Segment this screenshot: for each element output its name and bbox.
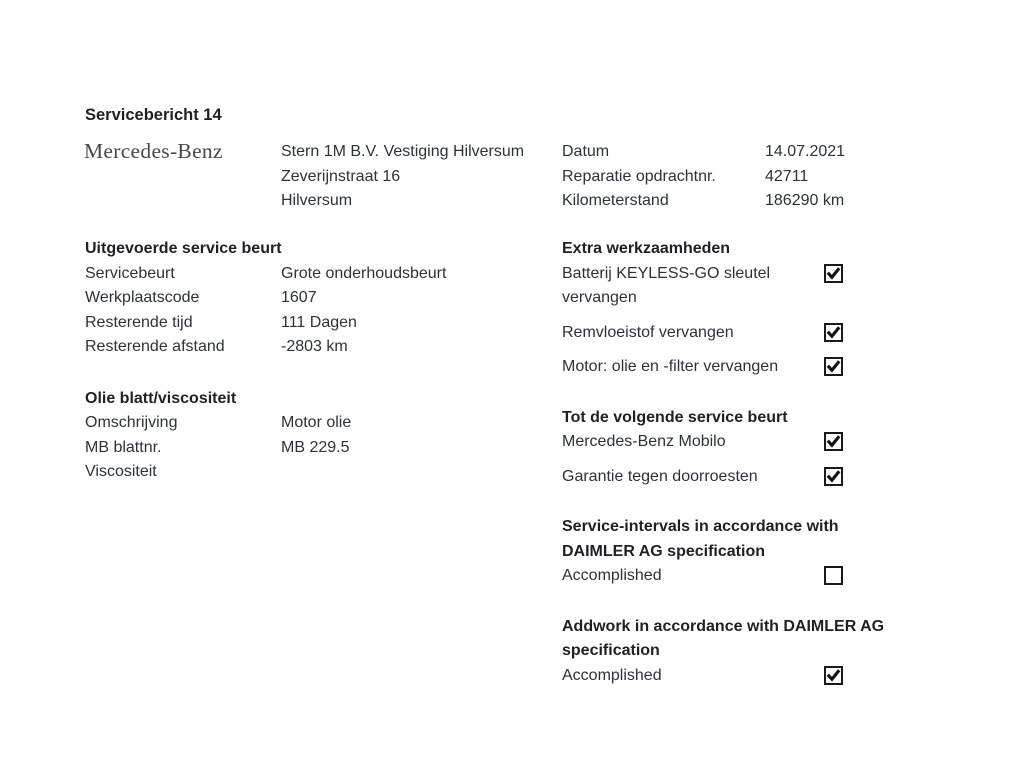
checkmark-icon xyxy=(826,434,841,449)
section-volgende-service xyxy=(562,406,907,490)
field-value: MB 229.5 xyxy=(281,438,350,456)
dealer-address-block xyxy=(281,140,524,214)
checkbox-remvloeistof[interactable] xyxy=(824,323,843,342)
field-row xyxy=(85,411,535,436)
field-label: Resterende afstand xyxy=(85,338,225,355)
dealer-street: Zeverijnstraat 16 xyxy=(281,167,401,185)
checklist-item-label: Accomplished xyxy=(562,567,662,584)
checklist-item xyxy=(562,321,843,346)
meta-value: 186290 km xyxy=(765,192,845,209)
field-label: Resterende tijd xyxy=(85,313,193,331)
checklist-item-label: Mercedes-Benz Mobilo xyxy=(562,433,726,450)
field-value: -2803 km xyxy=(281,338,348,355)
section-heading: Addwork in accordance with DAIMLER AG specification xyxy=(562,617,885,659)
meta-row-opdrachtnr xyxy=(562,165,845,190)
field-value: Grote onderhoudsbeurt xyxy=(281,264,447,282)
checklist-item xyxy=(562,262,843,311)
checklist-item-label: Batterij KEYLESS-GO sleutel vervangen xyxy=(562,264,771,306)
meta-label: Datum xyxy=(562,143,610,160)
section-addwork xyxy=(562,615,907,689)
checkmark-icon xyxy=(826,266,841,281)
section-heading: Extra werkzaamheden xyxy=(562,240,731,257)
checkbox-mobilo[interactable] xyxy=(824,432,843,451)
meta-label: Kilometerstand xyxy=(562,192,669,209)
right-column xyxy=(562,237,907,688)
checkmark-icon xyxy=(826,469,841,484)
checklist-item xyxy=(562,564,843,589)
field-row xyxy=(85,436,535,461)
meta-value: 42711 xyxy=(765,167,809,185)
field-label: Servicebeurt xyxy=(85,264,175,282)
field-row xyxy=(85,286,535,311)
checkbox-motor-olie-filter[interactable] xyxy=(824,357,843,376)
field-value: Motor olie xyxy=(281,414,352,431)
meta-value: 14.07.2021 xyxy=(765,143,846,160)
field-row xyxy=(85,460,535,485)
section-heading: Uitgevoerde service beurt xyxy=(85,240,282,257)
section-uitgevoerde-service xyxy=(85,237,535,360)
left-column xyxy=(85,237,535,485)
field-label: Omschrijving xyxy=(85,414,178,431)
checklist-item-label: Motor: olie en -filter vervangen xyxy=(562,358,779,375)
field-label: Viscositeit xyxy=(85,463,157,480)
checklist-item xyxy=(562,465,843,490)
section-service-intervals xyxy=(562,515,907,589)
checkbox-batterij-keyless-go[interactable] xyxy=(824,264,843,283)
checklist-item-label: Garantie tegen doorroesten xyxy=(562,467,758,485)
checkbox-addwork-accomplished[interactable] xyxy=(824,666,843,685)
checkmark-icon xyxy=(826,359,841,374)
checklist-item xyxy=(562,355,843,380)
field-row xyxy=(85,262,535,287)
meta-row-datum xyxy=(562,140,845,165)
section-extra-werkzaamheden xyxy=(562,237,907,380)
checklist-item xyxy=(562,430,843,455)
page-title: Servicebericht 14 xyxy=(85,106,222,124)
dealer-city: Hilversum xyxy=(281,192,353,209)
field-row xyxy=(85,311,535,336)
checkbox-service-intervals-accomplished[interactable] xyxy=(824,566,843,585)
mercedes-benz-wordmark: Mercedes-Benz xyxy=(84,139,223,163)
section-olie-viscositeit xyxy=(85,387,535,485)
field-row xyxy=(85,335,535,360)
meta-label: Reparatie opdrachtnr. xyxy=(562,167,716,185)
checkmark-icon xyxy=(826,668,841,683)
field-label: MB blattnr. xyxy=(85,438,162,456)
checklist-item xyxy=(562,664,843,689)
checklist-item-label: Accomplished xyxy=(562,666,662,684)
meta-row-kilometerstand xyxy=(562,189,845,214)
section-heading: Service-intervals in accordance with DAIMLER AG specification xyxy=(562,518,839,560)
checklist-item-label: Remvloeistof vervangen xyxy=(562,323,734,341)
field-label: Werkplaatscode xyxy=(85,289,200,306)
dealer-name: Stern 1M B.V. Vestiging Hilversum xyxy=(281,143,525,160)
checkbox-garantie-doorroesten[interactable] xyxy=(824,467,843,486)
report-meta-block xyxy=(562,140,845,214)
checkmark-icon xyxy=(826,325,841,340)
field-value: 1607 xyxy=(281,289,317,306)
section-heading: Olie blatt/viscositeit xyxy=(85,389,237,407)
section-heading: Tot de volgende service beurt xyxy=(562,408,788,426)
field-value: 111 Dagen xyxy=(281,313,357,331)
